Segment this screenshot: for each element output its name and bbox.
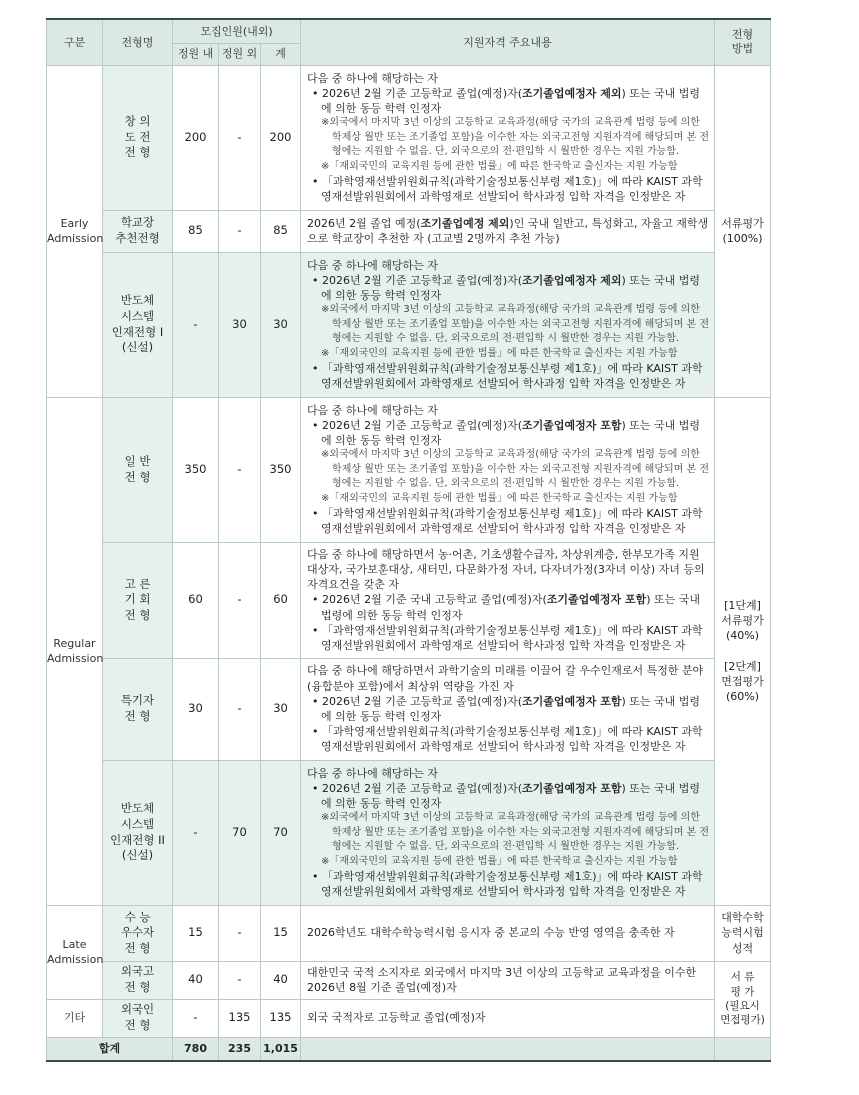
table-row bbox=[47, 542, 771, 658]
table-row bbox=[47, 658, 771, 760]
in-quota-cell: - bbox=[173, 252, 219, 397]
table-row bbox=[47, 397, 771, 542]
total-cell: 15 bbox=[261, 905, 301, 961]
header-category: 구분 bbox=[47, 19, 103, 65]
in-quota-cell: 200 bbox=[173, 65, 219, 210]
in-quota-cell: - bbox=[173, 760, 219, 905]
total-in: 780 bbox=[173, 1037, 219, 1061]
total-cell: 30 bbox=[261, 658, 301, 760]
total-label: 합계 bbox=[47, 1037, 173, 1061]
total-cell: 350 bbox=[261, 397, 301, 542]
table-row bbox=[47, 999, 771, 1037]
header-method bbox=[715, 19, 771, 65]
track-name: 반도체 시스템 인재전형 I (신설) bbox=[103, 252, 173, 397]
track-name: 외국인 전 형 bbox=[103, 999, 173, 1037]
track-name: 외국고 전 형 bbox=[103, 961, 173, 999]
category-other: 기타 bbox=[47, 999, 103, 1037]
header-out-quota: 정원 외 bbox=[219, 43, 261, 65]
out-quota-cell: 30 bbox=[219, 252, 261, 397]
qualification-cell: 외국 국적자로 고등학교 졸업(예정)자 bbox=[301, 999, 715, 1037]
header-track: 전형명 bbox=[103, 19, 173, 65]
out-quota-cell: - bbox=[219, 905, 261, 961]
track-name: 학교장 추천전형 bbox=[103, 210, 173, 252]
method-regular: [1단계] 서류평가 (40%) [2단계] 면접평가 (60%) bbox=[715, 397, 771, 905]
method-late-csat: 대학수학 능력시험 성적 bbox=[715, 905, 771, 961]
category-late: Late Admission bbox=[47, 905, 103, 999]
out-quota-cell: 70 bbox=[219, 760, 261, 905]
admission-table bbox=[46, 18, 771, 1062]
table-row bbox=[47, 252, 771, 397]
in-quota-cell: 30 bbox=[173, 658, 219, 760]
total-cell: 135 bbox=[261, 999, 301, 1037]
in-quota-cell: 60 bbox=[173, 542, 219, 658]
qualification-cell: 다음 중 하나에 해당하는 자 • 2026년 2월 기준 고등학교 졸업(예정)자(조기졸업예정자 제외) 또는 국내 법령에 의한 동등 학력 인정자 ※외국에서 마지막 3년 이상의 고등학교 교육과정(해당 국가의 교육관계 법령 등에 의한 학제상 월반 또는 조기졸업 포함)을 이수한 자는 외국고전형 지원자격에 해당되며 본 전형에는 지원할 수 없음. 단, 외국으로의 전·편입학 시 월반한 경우는 지원 가능함. ※「재외국민의 교육지원 등에 관한 법률」에 따른 한국학교 출신자는 지원 가능함 • 「과학영재선발위원회규칙(과학기술정보통신부령 제1호)」에 따라 KAIST 과학영재선발위원회에서 과학영재로 선발되어 학사과정 입학 자격을 인정받은 자 bbox=[301, 65, 715, 210]
in-quota-cell: 350 bbox=[173, 397, 219, 542]
out-quota-cell: - bbox=[219, 658, 261, 760]
total-out: 235 bbox=[219, 1037, 261, 1061]
table-row bbox=[47, 210, 771, 252]
table-row bbox=[47, 760, 771, 905]
out-quota-cell: - bbox=[219, 397, 261, 542]
out-quota-cell: - bbox=[219, 65, 261, 210]
qualification-cell: 다음 중 하나에 해당하는 자 • 2026년 2월 기준 고등학교 졸업(예정)자(조기졸업예정자 포함) 또는 국내 법령에 의한 동등 학력 인정자 ※외국에서 마지막 3년 이상의 고등학교 교육과정(해당 국가의 교육관계 법령 등에 의한 학제상 월반 또는 조기졸업 포함)을 이수한 자는 외국고전형 지원자격에 해당되며 본 전형에는 지원할 수 없음. 단, 외국으로의 전·편입학 시 월반한 경우는 지원 가능함. ※「재외국민의 교육지원 등에 관한 법률」에 따른 한국학교 출신자는 지원 가능함 • 「과학영재선발위원회규칙(과학기술정보통신부령 제1호)」에 따라 KAIST 과학영재선발위원회에서 과학영재로 선발되어 학사과정 입학 자격을 인정받은 자 bbox=[301, 397, 715, 542]
total-empty bbox=[301, 1037, 715, 1061]
qualification-cell: 다음 중 하나에 해당하면서 농·어촌, 기초생활수급자, 차상위계층, 한부모가족 지원대상자, 국가보훈대상, 새터민, 다문화가정 자녀, 다자녀가정(3자녀 이상) 자녀 등의 자격요건을 갖춘 자 • 2026년 2월 기준 국내 고등학교 졸업(예정)자(조기졸업예정자 포함) 또는 국내 법령에 의한 동등 학력 인정자 • 「과학영재선발위원회규칙(과학기술정보통신부령 제1호)」에 따라 KAIST 과학영재선발위원회에서 과학영재로 선발되어 학사과정 입학 자격을 인정받은 자 bbox=[301, 542, 715, 658]
total-cell: 40 bbox=[261, 961, 301, 999]
header-total: 계 bbox=[261, 43, 301, 65]
qualification-cell: 다음 중 하나에 해당하는 자 • 2026년 2월 기준 고등학교 졸업(예정)자(조기졸업예정자 제외) 또는 국내 법령에 의한 동등 학력 인정자 ※외국에서 마지막 3년 이상의 고등학교 교육과정(해당 국가의 교육관계 법령 등에 의한 학제상 월반 또는 조기졸업 포함)을 이수한 자는 외국고전형 지원자격에 해당되며 본 전형에는 지원할 수 없음. 단, 외국으로의 전·편입학 시 월반한 경우는 지원 가능함. ※「재외국민의 교육지원 등에 관한 법률」에 따른 한국학교 출신자는 지원 가능함 • 「과학영재선발위원회규칙(과학기술정보통신부령 제1호)」에 따라 KAIST 과학영재선발위원회에서 과학영재로 선발되어 학사과정 입학 자격을 인정받은 자 bbox=[301, 252, 715, 397]
total-cell: 85 bbox=[261, 210, 301, 252]
in-quota-cell: 85 bbox=[173, 210, 219, 252]
total-cell: 60 bbox=[261, 542, 301, 658]
header-qualification: 지원자격 주요내용 bbox=[301, 19, 715, 65]
qualification-cell: 2026학년도 대학수학능력시험 응시자 중 본교의 수능 반영 영역을 충족한 자 bbox=[301, 905, 715, 961]
qualification-cell: 다음 중 하나에 해당하는 자 • 2026년 2월 기준 고등학교 졸업(예정)자(조기졸업예정자 포함) 또는 국내 법령에 의한 동등 학력 인정자 ※외국에서 마지막 3년 이상의 고등학교 교육과정(해당 국가의 교육관계 법령 등에 의한 학제상 월반 또는 조기졸업 포함)을 이수한 자는 외국고전형 지원자격에 해당되며 본 전형에는 지원할 수 없음. 단, 외국으로의 전·편입학 시 월반한 경우는 지원 가능함. ※「재외국민의 교육지원 등에 관한 법률」에 따른 한국학교 출신자는 지원 가능함 • 「과학영재선발위원회규칙(과학기술정보통신부령 제1호)」에 따라 KAIST 과학영재선발위원회에서 과학영재로 선발되어 학사과정 입학 자격을 인정받은 자 bbox=[301, 760, 715, 905]
in-quota-cell: 40 bbox=[173, 961, 219, 999]
table-row bbox=[47, 905, 771, 961]
table-row bbox=[47, 961, 771, 999]
total-cell: 200 bbox=[261, 65, 301, 210]
method-late-docs: 서 류 평 가 (필요시 면접평가) bbox=[715, 961, 771, 1037]
out-quota-cell: 135 bbox=[219, 999, 261, 1037]
total-cell: 30 bbox=[261, 252, 301, 397]
qualification-cell: 다음 중 하나에 해당하면서 과학기술의 미래를 이끌어 갈 우수인재로서 특정한 분야(융합분야 포함)에서 최상위 역량을 가진 자 • 2026년 2월 기준 고등학교 졸업(예정)자(조기졸업예정자 포함) 또는 국내 법령에 의한 동등 학력 인정자 • 「과학영재선발위원회규칙(과학기술정보통신부령 제1호)」에 따라 KAIST 과학영재선발위원회에서 과학영재로 선발되어 학사과정 입학 자격을 인정받은 자 bbox=[301, 658, 715, 760]
out-quota-cell: - bbox=[219, 210, 261, 252]
header-recruit: 모집인원(내외) bbox=[173, 19, 301, 43]
total-empty bbox=[715, 1037, 771, 1061]
track-name: 수 능 우수자 전 형 bbox=[103, 905, 173, 961]
in-quota-cell: 15 bbox=[173, 905, 219, 961]
total-cell: 70 bbox=[261, 760, 301, 905]
qualification-cell: 2026년 2월 졸업 예정(조기졸업예정 제외)인 국내 일반고, 특성화고, 자율고 재학생으로 학교장이 추천한 자 (고교별 2명까지 추천 가능) bbox=[301, 210, 715, 252]
in-quota-cell: - bbox=[173, 999, 219, 1037]
qualification-cell: 대한민국 국적 소지자로 외국에서 마지막 3년 이상의 고등학교 교육과정을 이수한 2026년 8월 기준 졸업(예정)자 bbox=[301, 961, 715, 999]
track-name: 특기자 전 형 bbox=[103, 658, 173, 760]
category-early: Early Admission bbox=[47, 65, 103, 397]
total-sum: 1,015 bbox=[261, 1037, 301, 1061]
track-name: 일 반 전 형 bbox=[103, 397, 173, 542]
track-name: 창 의 도 전 전 형 bbox=[103, 65, 173, 210]
track-name: 반도체 시스템 인재전형 II (신설) bbox=[103, 760, 173, 905]
out-quota-cell: - bbox=[219, 961, 261, 999]
table-row bbox=[47, 65, 771, 210]
header-in-quota: 정원 내 bbox=[173, 43, 219, 65]
out-quota-cell: - bbox=[219, 542, 261, 658]
total-row bbox=[47, 1037, 771, 1061]
category-regular: Regular Admission bbox=[47, 397, 103, 905]
track-name: 고 른 기 회 전 형 bbox=[103, 542, 173, 658]
method-early: 서류평가 (100%) bbox=[715, 65, 771, 397]
header-method-text: 전형방법 bbox=[731, 27, 754, 56]
